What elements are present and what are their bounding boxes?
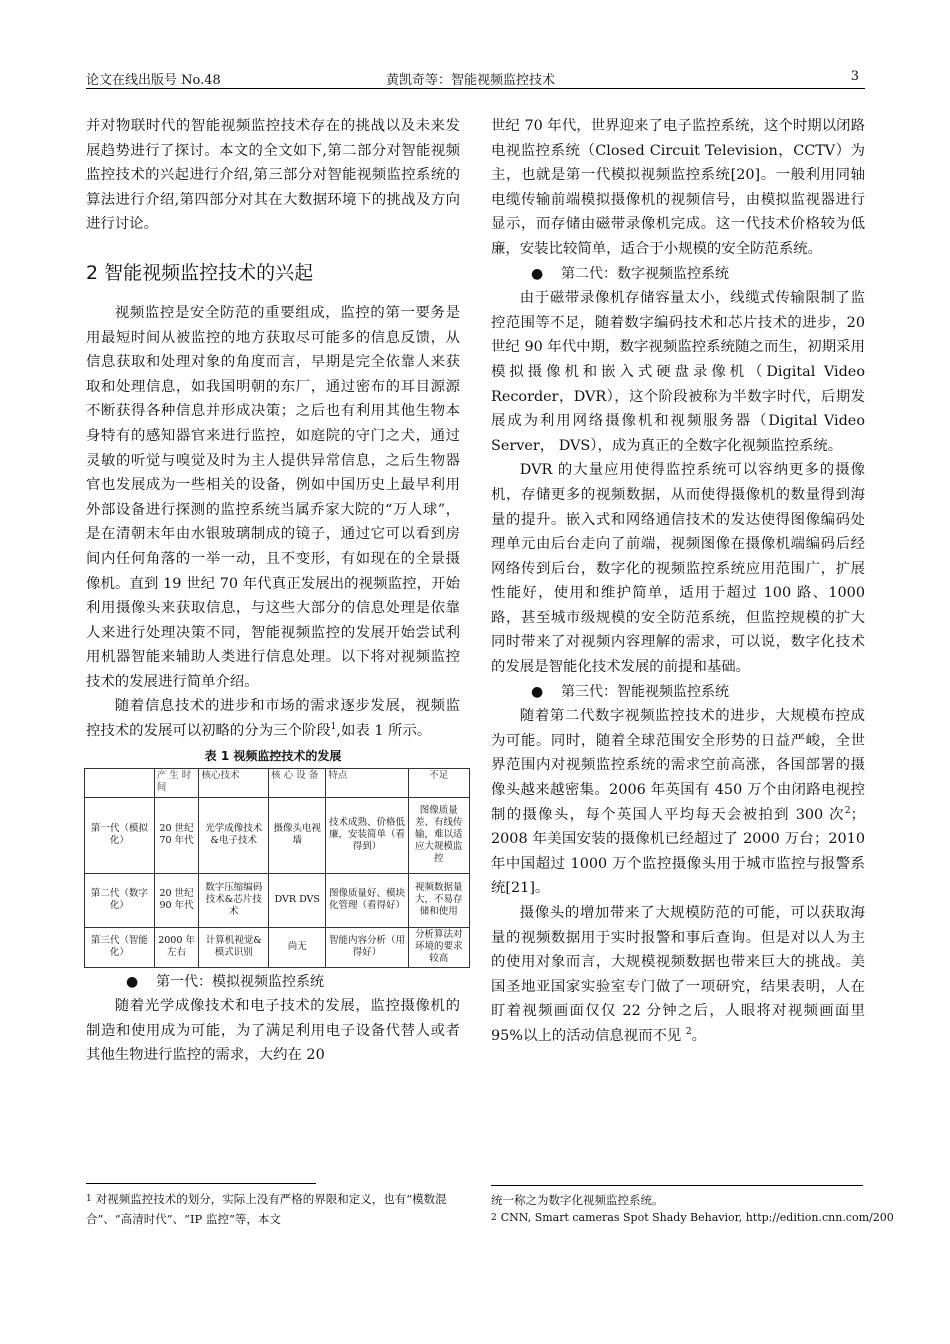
bullet-item: [491, 680, 865, 705]
body-paragraph: [491, 704, 865, 901]
text-run: 。: [691, 1027, 706, 1044]
bullet-item: [491, 262, 865, 287]
table-cell: 第三代（智能化）: [85, 927, 155, 967]
bullet-label: 第一代：模拟视频监控系统: [156, 973, 324, 990]
development-table: [84, 768, 470, 968]
footnote-text: 对视频监控技术的划分，实际上没有严格的界限和定义，也有“模数混合”、“高清时代”、“IP 监控”等，本文: [86, 1192, 447, 1226]
table-cell: 分析算法对环境的要求较高: [408, 927, 469, 967]
table-row: [85, 927, 470, 967]
table-header-row: [85, 768, 470, 797]
footnote-ref: 2: [685, 1027, 692, 1038]
running-header: [86, 66, 865, 89]
bullet-label: 第二代：数字视频监控系统: [561, 265, 729, 282]
text-run: 随着信息技术的进步和市场的需求逐步发展，视频监控技术的发展可以初略的分为三个阶段: [86, 698, 460, 740]
page-number: 3: [850, 69, 859, 84]
running-title: 黄凯奇等：智能视频监控技术: [386, 73, 556, 88]
table-cell: 计算机视觉&模式识别: [199, 927, 269, 967]
bullet-label: 第三代：智能视频监控系统: [561, 683, 729, 700]
text-run: 随着第二代数字视频监控技术的进步，大规模布控成为可能。同时，随着全球范围安全形势的日益严峻，全世界范围内对视频监控系统的需求空前高涨，各国部署的摄像头越来越密集。2006 年英国有 450 万个由闭路电视控制的摄像头，每个英国人平均每天会被拍到 300 次: [491, 708, 865, 823]
table-cell: 摄像头电视墙: [269, 797, 326, 873]
table-cell: 图像质量差、有线传输，难以适应大规模监控: [408, 797, 469, 873]
bullet-icon: ●: [531, 265, 544, 282]
footnote-ref: 2: [844, 805, 851, 816]
text-run: ,如表 1 所示。: [336, 723, 432, 740]
bullet-item: [86, 970, 460, 995]
body-paragraph: DVR 的大量应用使得监控系统可以容纳更多的摄像机，存储更多的视频数据，从而使得摄像机的数量得到海量的提升。嵌入式和网络通信技术的发达使得图像编码处理单元由后台走向了前端，视频图像在摄像机端编码后经网络传到后台，数字化的视频监控系统应用范围广，扩展性能好，使用和维护简单，适用于超过 100 路、1000 路，甚至城市级规模的安全防范系统，但监控规模的扩大同时带来了对视频内容理解的需求，可以说，数字化技术的发展是智能化技术发展的前提和基础。: [491, 462, 865, 676]
body-paragraph: [491, 901, 865, 1049]
table-cell: 视频数据量大，不易存储和使用: [408, 873, 469, 927]
left-column: [86, 114, 463, 1068]
footnote-separator: [491, 1185, 863, 1186]
bullet-icon: ●: [531, 683, 544, 700]
table-cell: 20 世纪 90 年代: [154, 873, 199, 927]
table-header-cell: 核心技术: [199, 768, 269, 797]
table-cell: 第二代（数字化）: [85, 873, 155, 927]
table-cell: 尚无: [269, 927, 326, 967]
table-cell: 20 世纪 70 年代: [154, 797, 199, 873]
footnote-mark: 2: [491, 1213, 497, 1223]
table-caption: 表 1 视频监控技术的发展: [204, 748, 342, 763]
body-paragraph: 世纪 70 年代，世界迎来了电子监控系统，这个时期以闭路电视监控系统（Closed Circuit Television，CCTV）为主，也就是第一代模拟视频监控系统[20]。一般利用同轴电缆传输前端模拟摄像机的视频信号，由模拟监视器进行显示，而存储由磁带录像机完成。这一代技术价格较为低廉，安装比较简单，适合于小规模的安全防范系统。: [491, 118, 865, 257]
right-column: [491, 114, 865, 1049]
text-run: ；2008 年美国安装的摄像机已经超过了 2000 万台；2010 年中国超过 1000 万个监控摄像头用于城市监控与报警系统[21]。: [491, 806, 865, 897]
intro-paragraph: 并对物联时代的智能视频监控技术存在的挑战以及未来发展趋势进行了探讨。本文的全文如下,第二部分对智能视频监控技术的兴起进行介绍,第三部分对智能视频监控系统的算法进行介绍,第四部分对其在大数据环境下的挑战及方向进行讨论。: [86, 118, 460, 233]
footnote: [86, 1189, 460, 1229]
table-header-cell: 产 生 时间: [154, 768, 199, 797]
body-paragraph: [86, 694, 460, 743]
footnote-text: CNN, Smart cameras Spot Shady Behavior, http://edition.cnn.com/200: [500, 1211, 894, 1224]
table-cell: 智能内容分析（用得好）: [326, 927, 408, 967]
table-cell: 2000 年左右: [154, 927, 199, 967]
journal-issue: 论文在线出版号 No.48: [86, 73, 221, 88]
table-row: [85, 797, 470, 873]
footnote: [491, 1208, 894, 1228]
table-header-cell: 特点: [326, 768, 408, 797]
table-cell: 第一代（模拟化）: [85, 797, 155, 873]
table-cell: DVR DVS: [269, 873, 326, 927]
footnote-continuation: 统一称之为数字化视频监控系统。: [491, 1193, 664, 1207]
table-cell: 技术成熟、价格低廉，安装简单（看得到）: [326, 797, 408, 873]
body-paragraph: 由于磁带录像机存储容量太小，线缆式传输限制了监控范围等不足，随着数字编码技术和芯片技术的进步，20 世纪 90 年代中期，数字视频监控系统随之而生，初期采用模拟摄像机和嵌入式硬盘录像机（Digital Video Recorder，DVR），这个阶段被称为半数字时代，后期发展成为利用网络摄像机和视频服务器（Digital Video Server， DVS），成为真正的全数字化视频监控系统。: [491, 290, 865, 454]
table-cell: 图像质量好、模块化管理（看得好）: [326, 873, 408, 927]
footnote-ref: 1: [330, 722, 337, 733]
text-run: 摄像头的增加带来了大规模防范的可能，可以获取海量的视频数据用于实时报警和事后查询。但是对以人为主的使用对象而言，大规模视频数据也带来巨大的挑战。美国圣地亚国家实验室专门做了一项研究，结果表明，人在盯着视频画面仅仅 22 分钟之后，人眼将对视频画面里 95%以上的活动信息视而不见: [491, 905, 865, 1044]
bullet-icon: ●: [126, 973, 139, 990]
footnote-mark: 1: [86, 1194, 92, 1204]
table-header-cell: 核 心 设 备: [269, 768, 326, 797]
table-cell: 光学成像技术&电子技术: [199, 797, 269, 873]
table-row: [85, 873, 470, 927]
body-paragraph: 随着光学成像技术和电子技术的发展，监控摄像机的制造和使用成为可能，为了满足利用电子设备代替人或者其他生物进行监控的需求，大约在 20: [86, 998, 460, 1064]
table-cell: 数字压缩编码技术&芯片技术: [199, 873, 269, 927]
table-header-cell: [85, 768, 155, 797]
section-heading: 2 智能视频监控技术的兴起: [86, 261, 314, 284]
footnote-separator: [86, 1183, 316, 1184]
table-header-cell: 不足: [408, 768, 469, 797]
body-paragraph: 视频监控是安全防范的重要组成，监控的第一要务是用最短时间从被监控的地方获取尽可能多的信息反馈，从信息获取和处理对象的角度而言，早期是完全依靠人来获取和处理信息，如我国明朝的东厂，通过密布的耳目源源不断获得各种信息并形成决策；之后也有利用其他生物本身特有的感知器官来进行监控，如庭院的守门之犬，通过灵敏的听觉与嗅觉及时为主人提供异常信息，之后生物器官也发展成为一些相关的设备，例如中国历史上最早利用外部设备进行探测的监控系统当属乔家大院的“万人球”，是在清朝末年由水银玻璃制成的镜子，通过它可以看到房间内任何角落的一举一动，且不变形，有如现在的全景摄像机。直到 19 世纪 70 年代真正发展出的视频监控，开始利用摄像头来获取信息，与这些大部分的信息处理是依靠人来进行处理决策不同，智能视频监控的发展开始尝试利用机器智能来辅助人类进行信息处理。以下将对视频监控技术的发展进行简单介绍。: [86, 304, 460, 690]
